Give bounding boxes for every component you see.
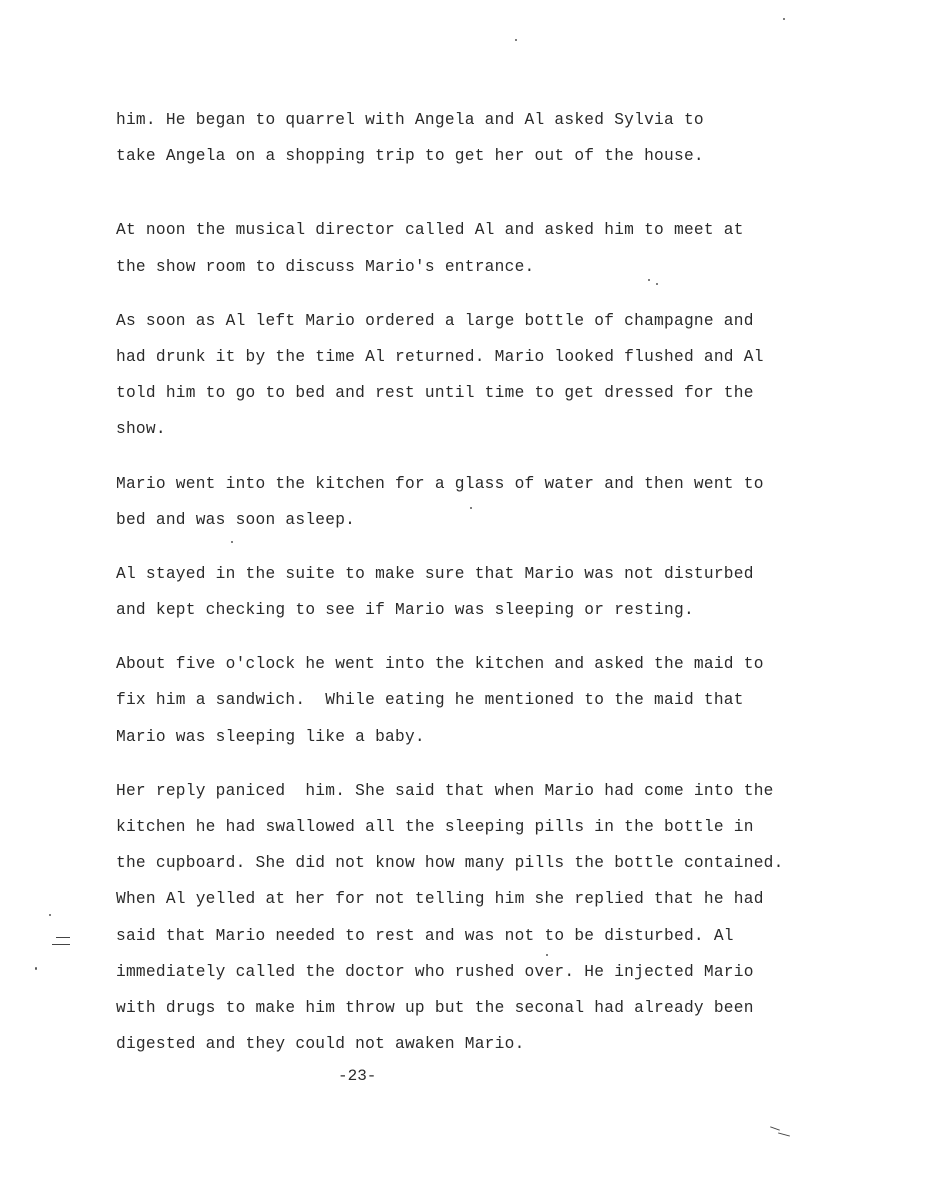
text-line: fix him a sandwich. While eating he mentioned to the maid that bbox=[116, 691, 744, 710]
text-line: Mario was sleeping like a baby. bbox=[116, 727, 425, 746]
text-line: had drunk it by the time Al returned. Mario looked flushed and Al bbox=[116, 347, 764, 366]
text-line: immediately called the doctor who rushed over. He injected Mario bbox=[116, 962, 754, 981]
paragraph-spacer bbox=[116, 755, 876, 773]
page-number: -23- bbox=[338, 1067, 377, 1085]
scan-speck bbox=[470, 507, 472, 509]
scan-speck bbox=[231, 541, 233, 543]
paragraph-3 bbox=[116, 303, 876, 448]
text-line: Mario went into the kitchen for a glass of water and then went to bbox=[116, 474, 764, 493]
text-line: take Angela on a shopping trip to get her out of the house. bbox=[116, 147, 704, 166]
text-line: the show room to discuss Mario's entrance. bbox=[116, 257, 535, 276]
text-line: said that Mario needed to rest and was not to be disturbed. Al bbox=[116, 926, 734, 945]
text-line: At noon the musical director called Al and asked him to meet at bbox=[116, 221, 744, 240]
text-line: with drugs to make him throw up but the seconal had already been bbox=[116, 998, 754, 1017]
paragraph-spacer bbox=[116, 538, 876, 556]
text-line: kitchen he had swallowed all the sleeping pills in the bottle in bbox=[116, 818, 754, 836]
text-line: digested and they could not awaken Mario. bbox=[116, 1035, 525, 1054]
scan-speck bbox=[783, 18, 785, 20]
scan-speck bbox=[546, 954, 548, 956]
text-line: and kept checking to see if Mario was sleeping or resting. bbox=[116, 601, 694, 620]
paragraph-4 bbox=[116, 466, 876, 538]
paragraph-1 bbox=[116, 102, 876, 174]
scan-speck bbox=[656, 283, 658, 285]
text-line: Al stayed in the suite to make sure that Mario was not disturbed bbox=[116, 564, 754, 583]
scan-margin-mark bbox=[52, 944, 70, 945]
text-line: As soon as Al left Mario ordered a large bottle of champagne and bbox=[116, 311, 754, 330]
scan-speck bbox=[515, 39, 517, 41]
scan-margin-mark bbox=[56, 937, 70, 938]
scan-speck bbox=[35, 967, 37, 970]
text-line: When Al yelled at her for not telling him she replied that he had bbox=[116, 890, 764, 909]
paragraph-spacer bbox=[116, 285, 876, 303]
text-line: show. bbox=[116, 420, 166, 439]
paragraph-5 bbox=[116, 556, 876, 628]
document-body bbox=[116, 102, 876, 1062]
scan-speck bbox=[648, 279, 650, 281]
paragraph-7 bbox=[116, 773, 876, 1063]
text-line: bed and was soon asleep. bbox=[116, 510, 356, 529]
paragraph-6 bbox=[116, 646, 876, 755]
scan-speck bbox=[49, 914, 51, 916]
paragraph-2 bbox=[116, 212, 876, 284]
text-line: About five o'clock he went into the kitchen and asked the maid to bbox=[116, 655, 764, 674]
text-line: Her reply paniced him. She said that when Mario had come into the bbox=[116, 781, 774, 800]
scan-margin-mark bbox=[770, 1126, 780, 1130]
paragraph-spacer bbox=[116, 174, 876, 212]
scan-margin-mark bbox=[778, 1132, 790, 1136]
text-line: the cupboard. She did not know how many pills the bottle contained. bbox=[116, 854, 784, 873]
text-line: told him to go to bed and rest until time to get dressed for the bbox=[116, 384, 754, 403]
paragraph-spacer bbox=[116, 448, 876, 466]
text-line: him. He began to quarrel with Angela and Al asked Sylvia to bbox=[116, 111, 704, 129]
paragraph-spacer bbox=[116, 628, 876, 646]
